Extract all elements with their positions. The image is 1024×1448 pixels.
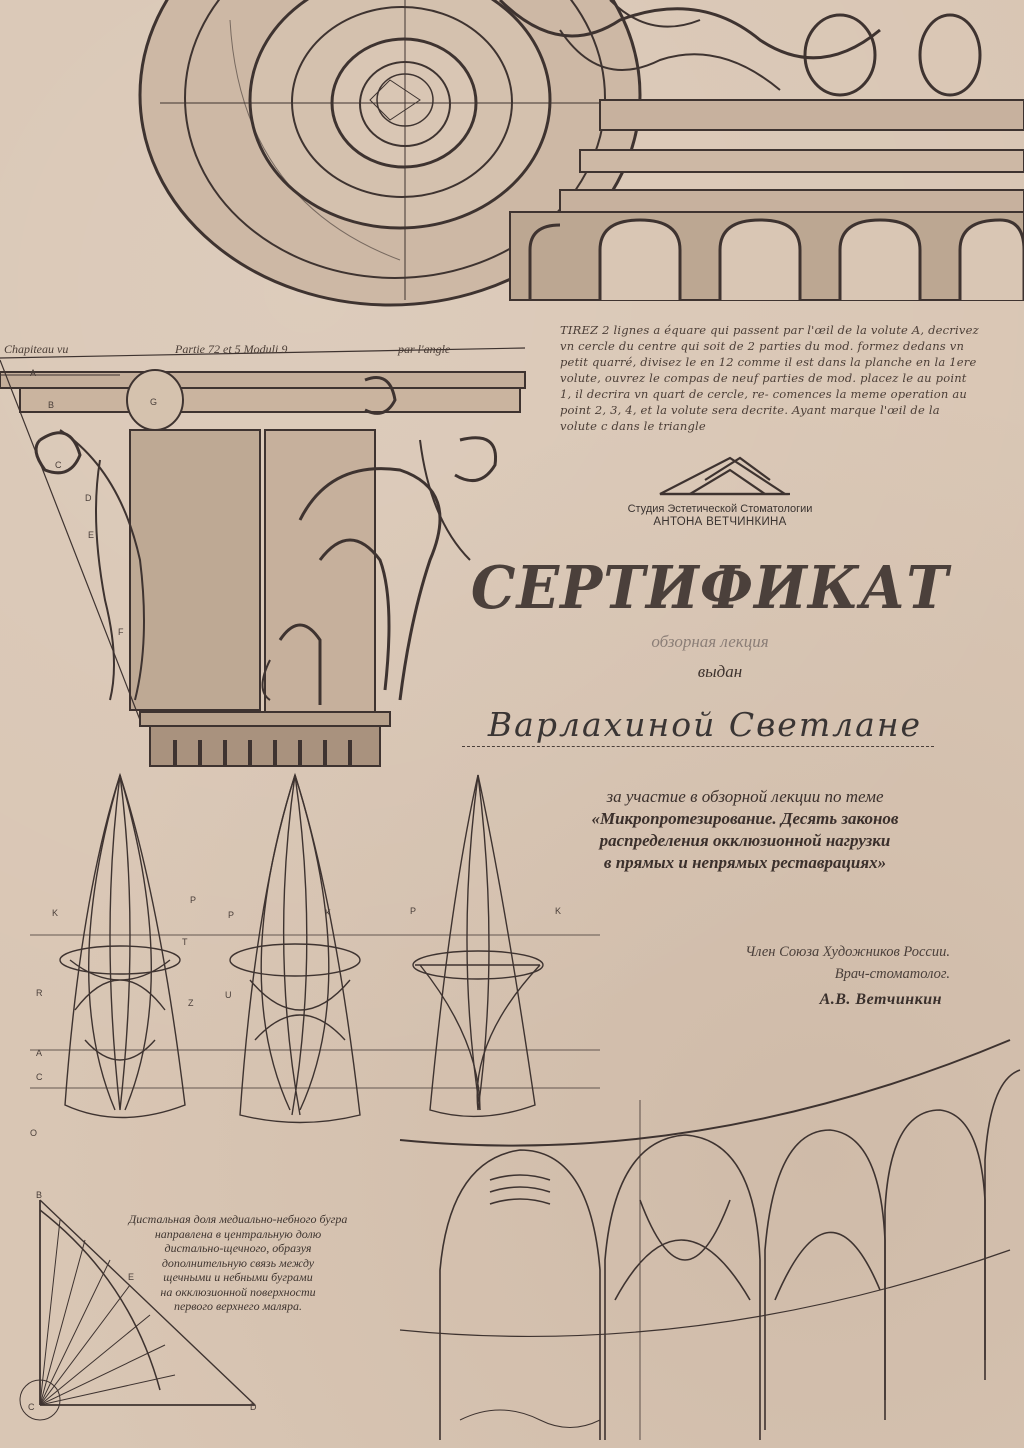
capital-header-right: par l'angle [398, 342, 451, 356]
capital-header-middle: Partie 72 et 5 Moduli 9 [175, 342, 288, 356]
caption-line: щечными и небными буграми [163, 1270, 313, 1284]
diagram-label-c3: C [28, 1402, 35, 1412]
diagram-label-k2: K [555, 906, 562, 916]
participation-text: за участие в обзорной лекции по теме [606, 787, 884, 806]
diagram-label-g: G [150, 397, 158, 407]
caption-line: первого верхнего маляра. [173, 1299, 303, 1313]
diagram-label-c2: C [36, 1072, 43, 1082]
capital-header-left: Chapiteau vu [4, 342, 69, 356]
diagram-label-p3: P [228, 910, 235, 920]
diagram-label-a2: A [36, 1048, 43, 1058]
diagram-label-t: T [182, 937, 188, 947]
corinthian-capital-drawing [0, 348, 525, 766]
studio-logo-line1: Студия Эстетической Стоматологии [627, 503, 813, 515]
studio-logo-mark [660, 458, 790, 494]
lecture-topic-line: распределения окклюзионной нагрузки [599, 831, 891, 850]
diagram-label-p2: P [410, 906, 417, 916]
diagram-label-d: D [85, 493, 92, 503]
cusp-cones-drawing [30, 775, 600, 1123]
certificate-subtitle: обзорная лекция [651, 632, 769, 651]
caption-line: дистально-щечного, образуя [164, 1241, 312, 1255]
caption-line: дополнительную связь между [161, 1255, 315, 1270]
signatory-profession: Врач-стоматолог. [834, 966, 950, 982]
diagram-label-e2: E [128, 1272, 135, 1282]
signatory-membership: Член Союза Художников России. [745, 944, 950, 960]
certificate-title: СЕРТИФИКАТ [470, 553, 950, 623]
diagram-label-u: U [225, 990, 232, 1000]
diagram-label-b2: B [36, 1190, 43, 1200]
engraving-french-text: TIREZ 2 lignes a équare qui passent par l'œil de la volute A, decrivez vn cercle du centre qui soit de 2 parties du mod. formez dedans vn petit quarré, divisez le en 12 comme il est dans la planche en la 1ere volute, ouvrez le compas de neuf parties de mod. placez le au point 1, il decrira vn quart de cercle, re- comences la meme operation au point 2, 3, 4, et la volute sera decrite. Ayant marque l'œil de la volute c dans le triangle [560, 323, 979, 433]
issued-to-label: выдан [697, 662, 743, 681]
diagram-label-c: C [55, 460, 62, 470]
tooth-arch-drawing [400, 1040, 1020, 1440]
lecture-topic-line: «Микропротезирование. Десять законов [591, 809, 899, 828]
diagram-label-r: R [36, 988, 43, 998]
signatory-name: А.В. Ветчинкин [819, 991, 942, 1008]
recipient-name-underline [462, 746, 934, 747]
caption-line: на окклюзионной поверхности [160, 1284, 316, 1299]
diagram-label-b: B [48, 400, 55, 410]
diagram-label-k3: K [325, 908, 332, 918]
diagram-label-z: Z [188, 998, 194, 1008]
caption-line: Дистальная доля медиально-небного бугра [128, 1212, 348, 1226]
recipient-name: Варлахиной Светлане [487, 705, 923, 744]
diagram-label-d2: D [250, 1402, 257, 1412]
diagram-label-e: E [88, 530, 95, 540]
lecture-topic [520, 808, 970, 874]
lecture-topic-line: в прямых и непрямых реставрациях» [603, 853, 887, 872]
diagram-label-k: K [52, 908, 59, 918]
diagram-label-o: O [30, 1128, 38, 1138]
diagram-label-a: A [30, 368, 37, 378]
caption-line: направлена в центральную долю [154, 1226, 322, 1241]
diagram-label-f: F [118, 627, 124, 637]
diagram-label-p: P [190, 895, 197, 905]
molar-caption [88, 1212, 388, 1314]
studio-logo-line2: АНТОНА ВЕТЧИНКИНА [653, 516, 787, 528]
